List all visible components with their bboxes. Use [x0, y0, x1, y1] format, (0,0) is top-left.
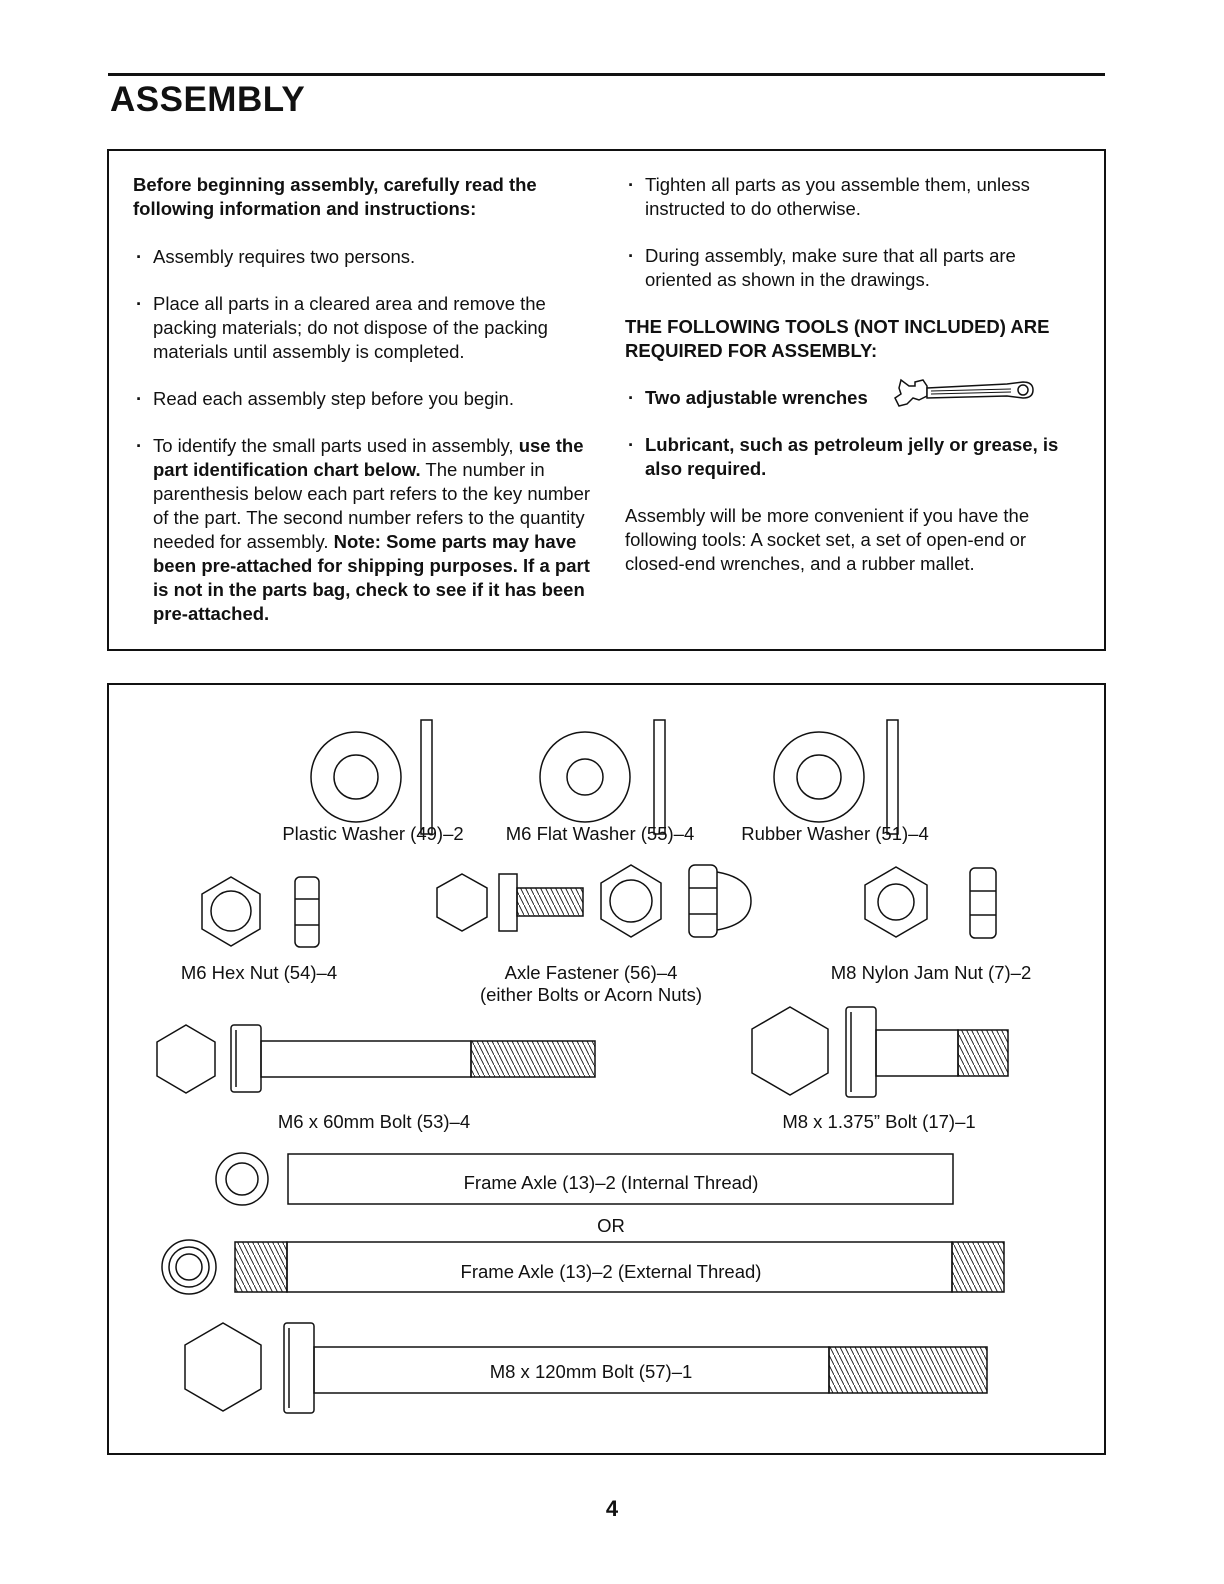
label-m8-1375-bolt: M8 x 1.375” Bolt (17)–1: [782, 1111, 976, 1132]
label-frame-axle-internal: Frame Axle (13)–2 (Internal Thread): [463, 1172, 759, 1193]
label-frame-axle-external: Frame Axle (13)–2 (External Thread): [460, 1261, 762, 1282]
bullet-two-persons: · Assembly requires two persons.: [133, 245, 593, 269]
m6-hex-nut-icon: [202, 877, 319, 947]
bullet-orient: · During assembly, make sure that all parts are oriented as shown in the drawings.: [625, 244, 1085, 292]
label-m8-120mm-bolt: M8 x 120mm Bolt (57)–1: [489, 1361, 693, 1382]
label-m6-flat-washer: M6 Flat Washer (55)–4: [505, 823, 695, 844]
label-plastic-washer: Plastic Washer (49)–2: [282, 823, 464, 844]
page-title: ASSEMBLY: [110, 80, 306, 119]
m8-1375-bolt-icon: [752, 1007, 1008, 1097]
page-number: 4: [605, 1496, 619, 1521]
label-axle-fastener-note: (either Bolts or Acorn Nuts): [479, 984, 703, 1005]
tools-list: [625, 386, 1085, 481]
bullet-read-steps: · Read each assembly step before you begin.: [133, 387, 593, 411]
bullet-identify-parts: [133, 434, 593, 626]
axle-fastener-bolt-icon: [437, 874, 583, 931]
instructions-box: [107, 149, 1106, 651]
label-m6-60mm-bolt: M6 x 60mm Bolt (53)–4: [277, 1111, 471, 1132]
instructions-list-left: [133, 245, 593, 626]
instructions-right-column: [625, 173, 1085, 576]
m6-flat-washer-icon: [540, 720, 665, 834]
label-rubber-washer: Rubber Washer (51)–4: [741, 823, 929, 844]
m6-60mm-bolt-icon: [157, 1025, 595, 1093]
title-rule: [108, 73, 1105, 76]
axle-fastener-acorn-nut-icon: [601, 865, 751, 937]
rubber-washer-icon: [774, 720, 898, 834]
parts-chart: [109, 685, 1104, 1453]
bullet-tighten: · Tighten all parts as you assemble them, unless instructed to do otherwise.: [625, 173, 1085, 221]
instructions-list-right: [625, 173, 1085, 292]
instructions-intro: Before beginning assembly, carefully read the following information and instructions:: [133, 174, 537, 219]
convenience-text: Assembly will be more convenient if you have the following tools: A socket set, a set of open-end or closed-end wrenches, and a rubber mallet.: [625, 505, 1030, 574]
parts-chart-box: [107, 683, 1106, 1455]
identify-text-3: The number in parenthesis below each part refers to the key number of the part. The second number refers to the quantity needed for assembly.: [153, 459, 591, 552]
label-m8-nylon-jam-nut: M8 Nylon Jam Nut (7)–2: [830, 962, 1032, 983]
label-m6-hex-nut: M6 Hex Nut (54)–4: [180, 962, 338, 983]
instructions-left-column: [133, 173, 593, 649]
label-or: OR: [597, 1215, 625, 1236]
tools-heading: THE FOLLOWING TOOLS (NOT INCLUDED) ARE REQUIRED FOR ASSEMBLY:: [625, 316, 1050, 361]
identify-text-1: To identify the small parts used in assembly,: [153, 435, 514, 456]
tool-wrenches-label: Two adjustable wrenches: [645, 387, 868, 408]
bullet-cleared-area: · Place all parts in a cleared area and remove the packing materials; do not dispose of the packing materials until assembly is completed.: [133, 292, 593, 364]
identify-note: Note: Some parts may have been pre-attached for shipping purposes. If a part is not in the parts bag, check to see if it has been pre-attached.: [153, 531, 590, 624]
tool-wrenches: [625, 386, 1085, 410]
label-axle-fastener: Axle Fastener (56)–4: [504, 962, 678, 983]
adjustable-wrench-icon: [887, 376, 1037, 410]
plastic-washer-icon: [311, 720, 432, 834]
identify-text-2: use the part identification chart below.: [153, 435, 584, 480]
tool-lubricant: · Lubricant, such as petroleum jelly or grease, is also required.: [625, 433, 1085, 481]
m8-nylon-jam-nut-icon: [865, 867, 996, 938]
